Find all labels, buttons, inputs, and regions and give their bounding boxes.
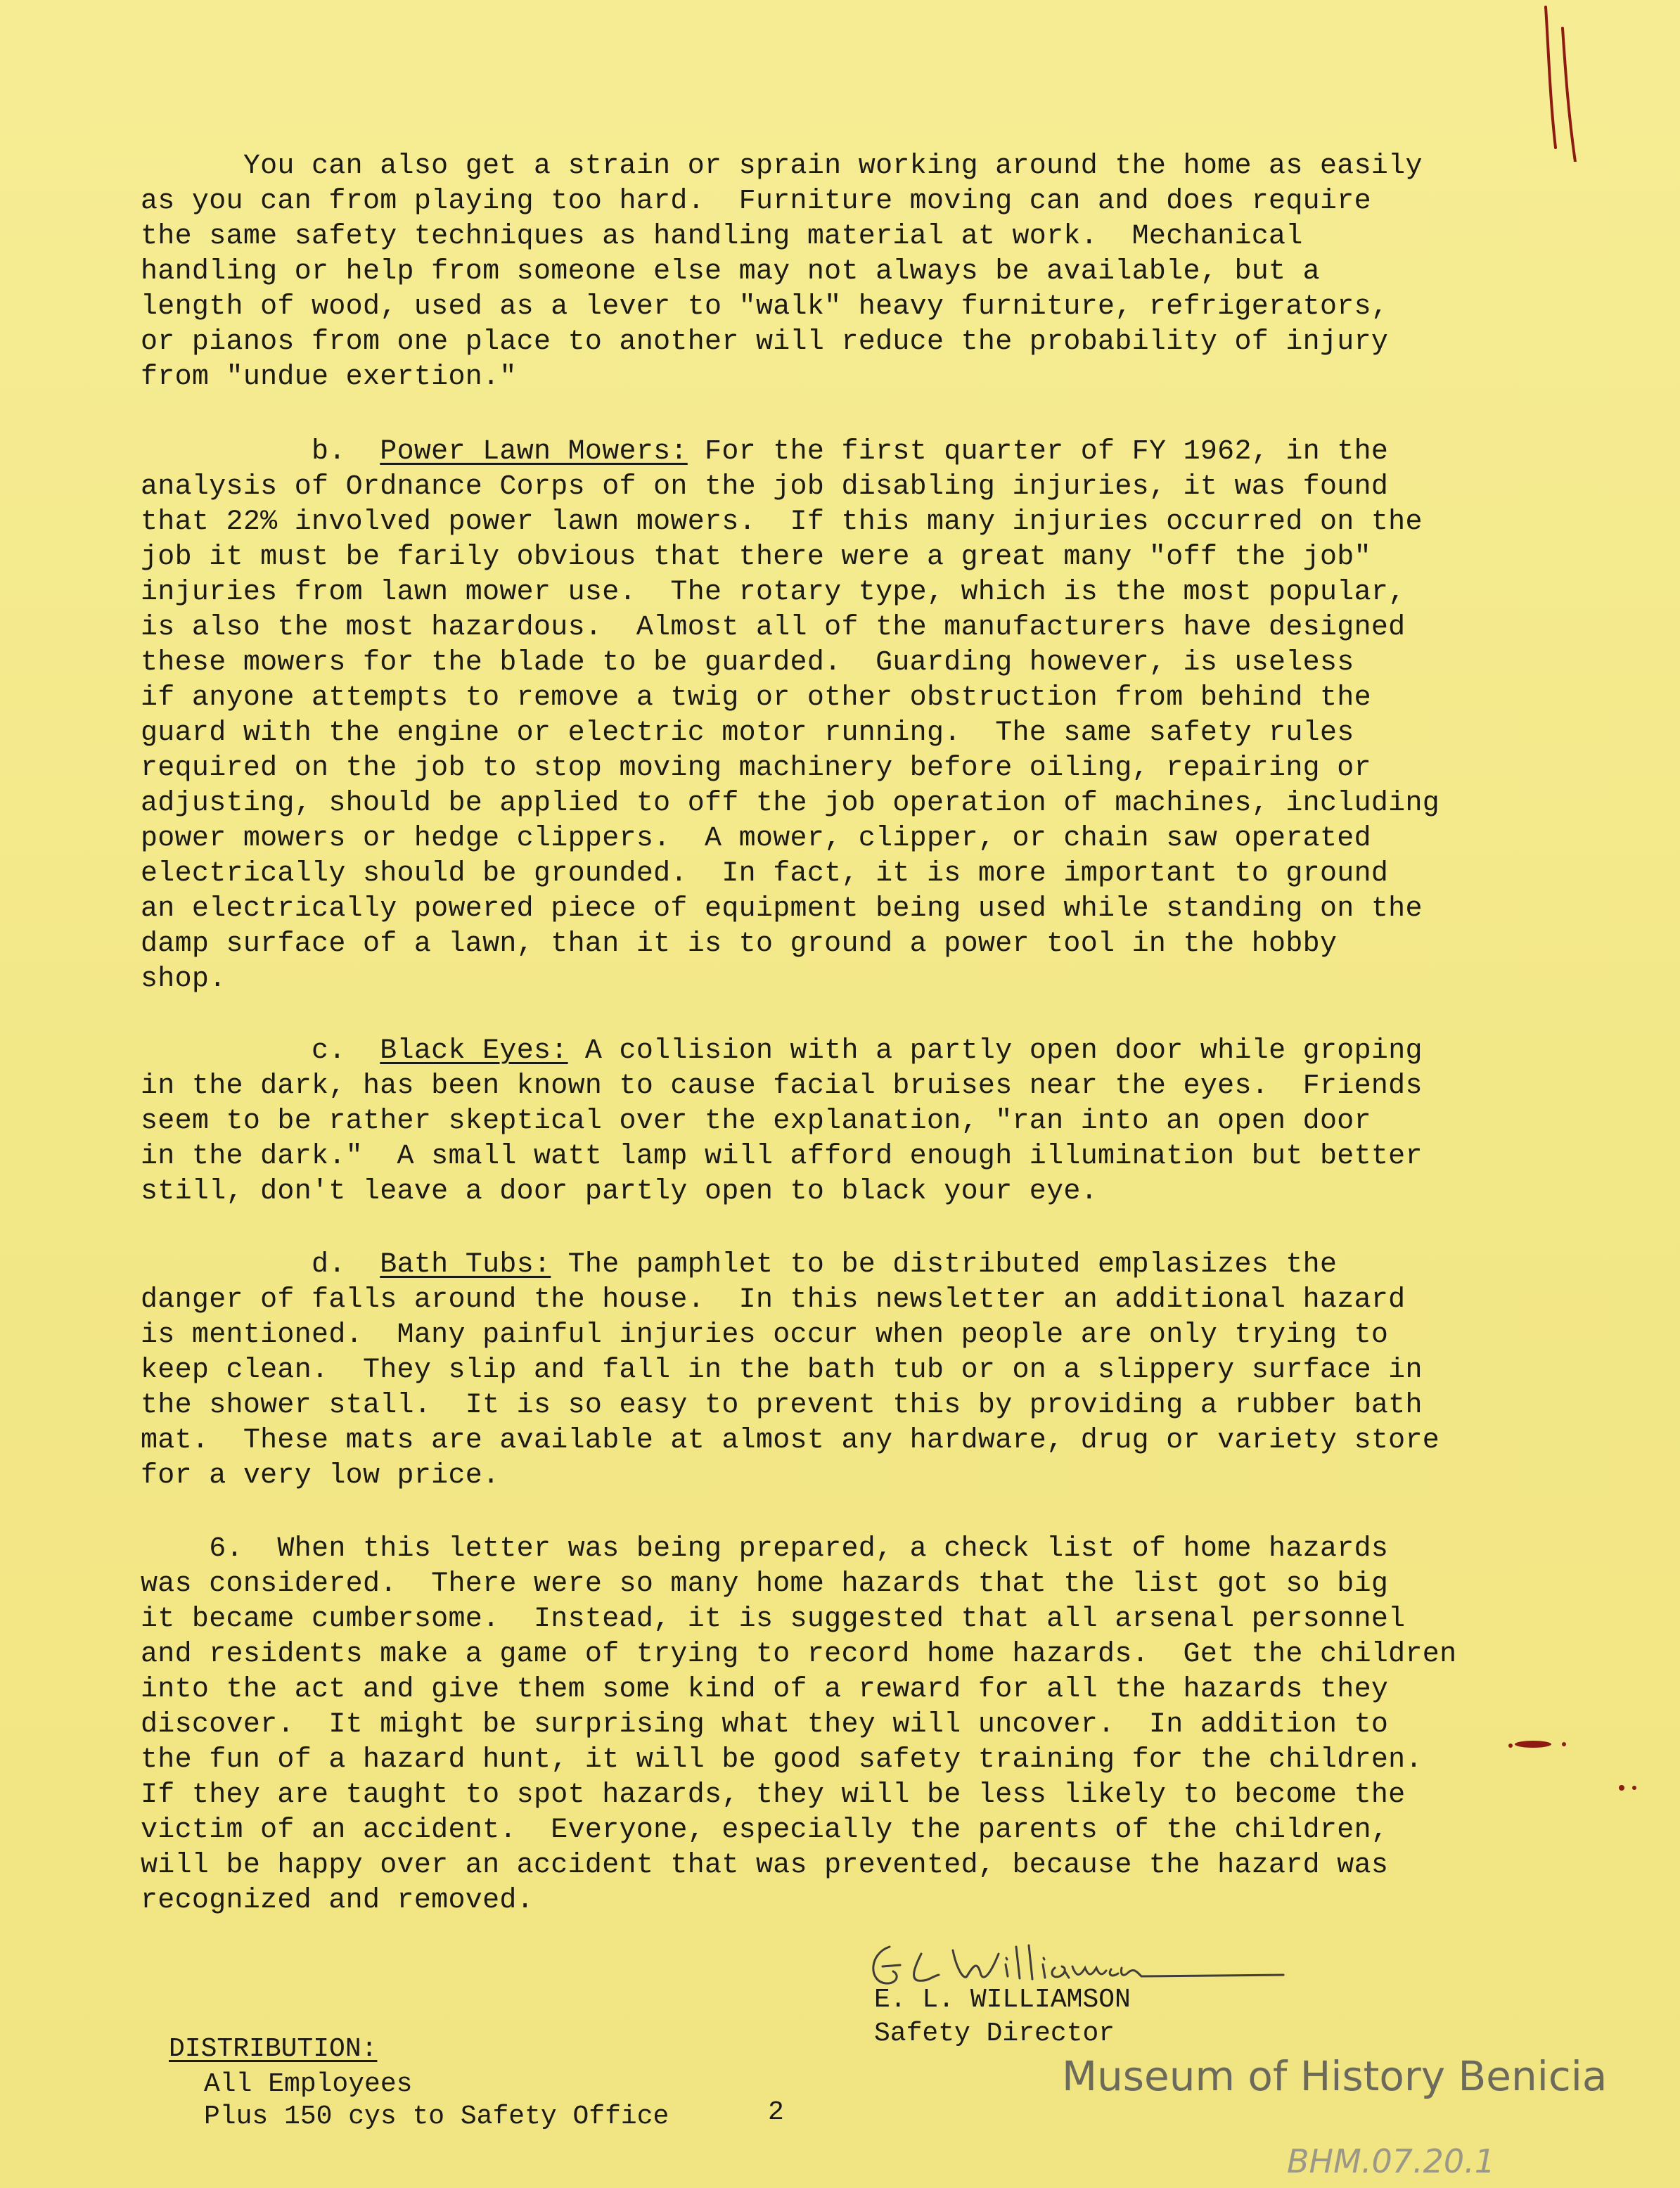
distribution-line-employees: All Employees xyxy=(204,2069,413,2099)
paragraph-black-eyes xyxy=(141,1034,1505,1210)
para-c-body: in the dark, has been known to cause facial bruises near the eyes. Friends seem to be rather skeptical over the explanation, "ran into an open door in the dark." A small watt lamp will afford enough illumination but better still, don't leave a door partly open to black your eye. xyxy=(141,1070,1423,1208)
museum-watermark: Museum of History Benicia xyxy=(1062,2052,1608,2100)
paragraph-hazard-hunt: 6. When this letter was being prepared, a check list of home hazards was considered. There were so many home hazards that the list got so big it became cumbersome. Instead, it is suggested that all arsenal personnel and residents make a game of trying to record home hazards. Get the children into the act and give them some kind of a reward for all the hazards they discover. It might be surprising what they will uncover. In addition to the fun of a hazard hunt, it will be good safety training for the children. If they are taught to spot hazards, they will be less likely to become the victim of an accident. Everyone, especially the parents of the children, will be happy over an accident that was prevented, because the hazard was recognized and removed. xyxy=(141,1533,1457,1917)
heading-black-eyes: Black Eyes: xyxy=(380,1035,568,1067)
red-pencil-marks xyxy=(1533,0,1617,162)
paragraph-bath-tubs xyxy=(141,1248,1505,1494)
para-b-first-line: For the first quarter of FY 1962, in the xyxy=(687,436,1389,468)
signatory-name: E. L. WILLIAMSON xyxy=(874,1985,1131,2015)
item-label-b: b. xyxy=(312,436,346,468)
distribution-heading: DISTRIBUTION: xyxy=(169,2034,378,2064)
signatory-title: Safety Director xyxy=(874,2019,1115,2049)
page-number: 2 xyxy=(768,2097,784,2128)
red-ink-speck xyxy=(1615,1781,1643,1795)
paragraph-power-lawn-mowers xyxy=(141,435,1505,997)
red-ink-blot xyxy=(1505,1736,1575,1757)
para-d-first-line: The pamphlet to be distributed emplasizes the xyxy=(551,1249,1338,1281)
accession-number: BHM.07.20.1 xyxy=(1287,2142,1496,2180)
item-label-c: c. xyxy=(312,1035,346,1067)
paragraph-home-strain: You can also get a strain or sprain working around the home as easily as you can from playing too hard. Furniture moving can and does require the same safety techniques as handling material at work. Mechanical handling or help from someone else may not always be available, but a length of wood, used as a lever to "walk" heavy furniture, refrigerators, or pianos from one place to another will reduce the probability of injury from "undue exertion." xyxy=(141,151,1423,393)
para-d-body: danger of falls around the house. In this newsletter an additional hazard is mentioned. Many painful injuries occur when people are only trying to keep clean. They slip and fall in the bath tub or on a slippery surface in the shower stall. It is so easy to prevent this by providing a rubber bath mat. These mats are available at almost any hardware, drug or variety store for a very low price. xyxy=(141,1284,1440,1492)
para-b-body: analysis of Ordnance Corps of on the job disabling injuries, it was found that 22% involved power lawn mowers. If this many injuries occurred on the job it must be farily obvious that there were a great many "off the job" injuries from lawn mower use. The rotary type, which is the most popular, is also the most hazardous. Almost all of the manufacturers have designed these mowers for the blade to be guarded. Guarding however, is useless if anyone attempts to remove a twig or other obstruction from behind the guard with the engine or electric motor running. The same safety rules required on the job to stop moving machinery before oiling, repairing or adjusting, should be applied to off the job operation of machines, including power mowers or hedge clippers. A mower, clipper, or chain saw operated electrically should be grounded. In fact, it is more important to ground an electrically powered piece of equipment being used while standing on the damp surface of a lawn, than it is to ground a power tool in the hobby shop. xyxy=(141,471,1440,995)
heading-power-lawn-mowers: Power Lawn Mowers: xyxy=(380,436,688,468)
distribution-line-safety-office: Plus 150 cys to Safety Office xyxy=(204,2101,669,2132)
item-label-d: d. xyxy=(312,1249,346,1281)
para-c-first-line: A collision with a partly open door while groping xyxy=(568,1035,1423,1067)
heading-bath-tubs: Bath Tubs: xyxy=(380,1249,551,1281)
